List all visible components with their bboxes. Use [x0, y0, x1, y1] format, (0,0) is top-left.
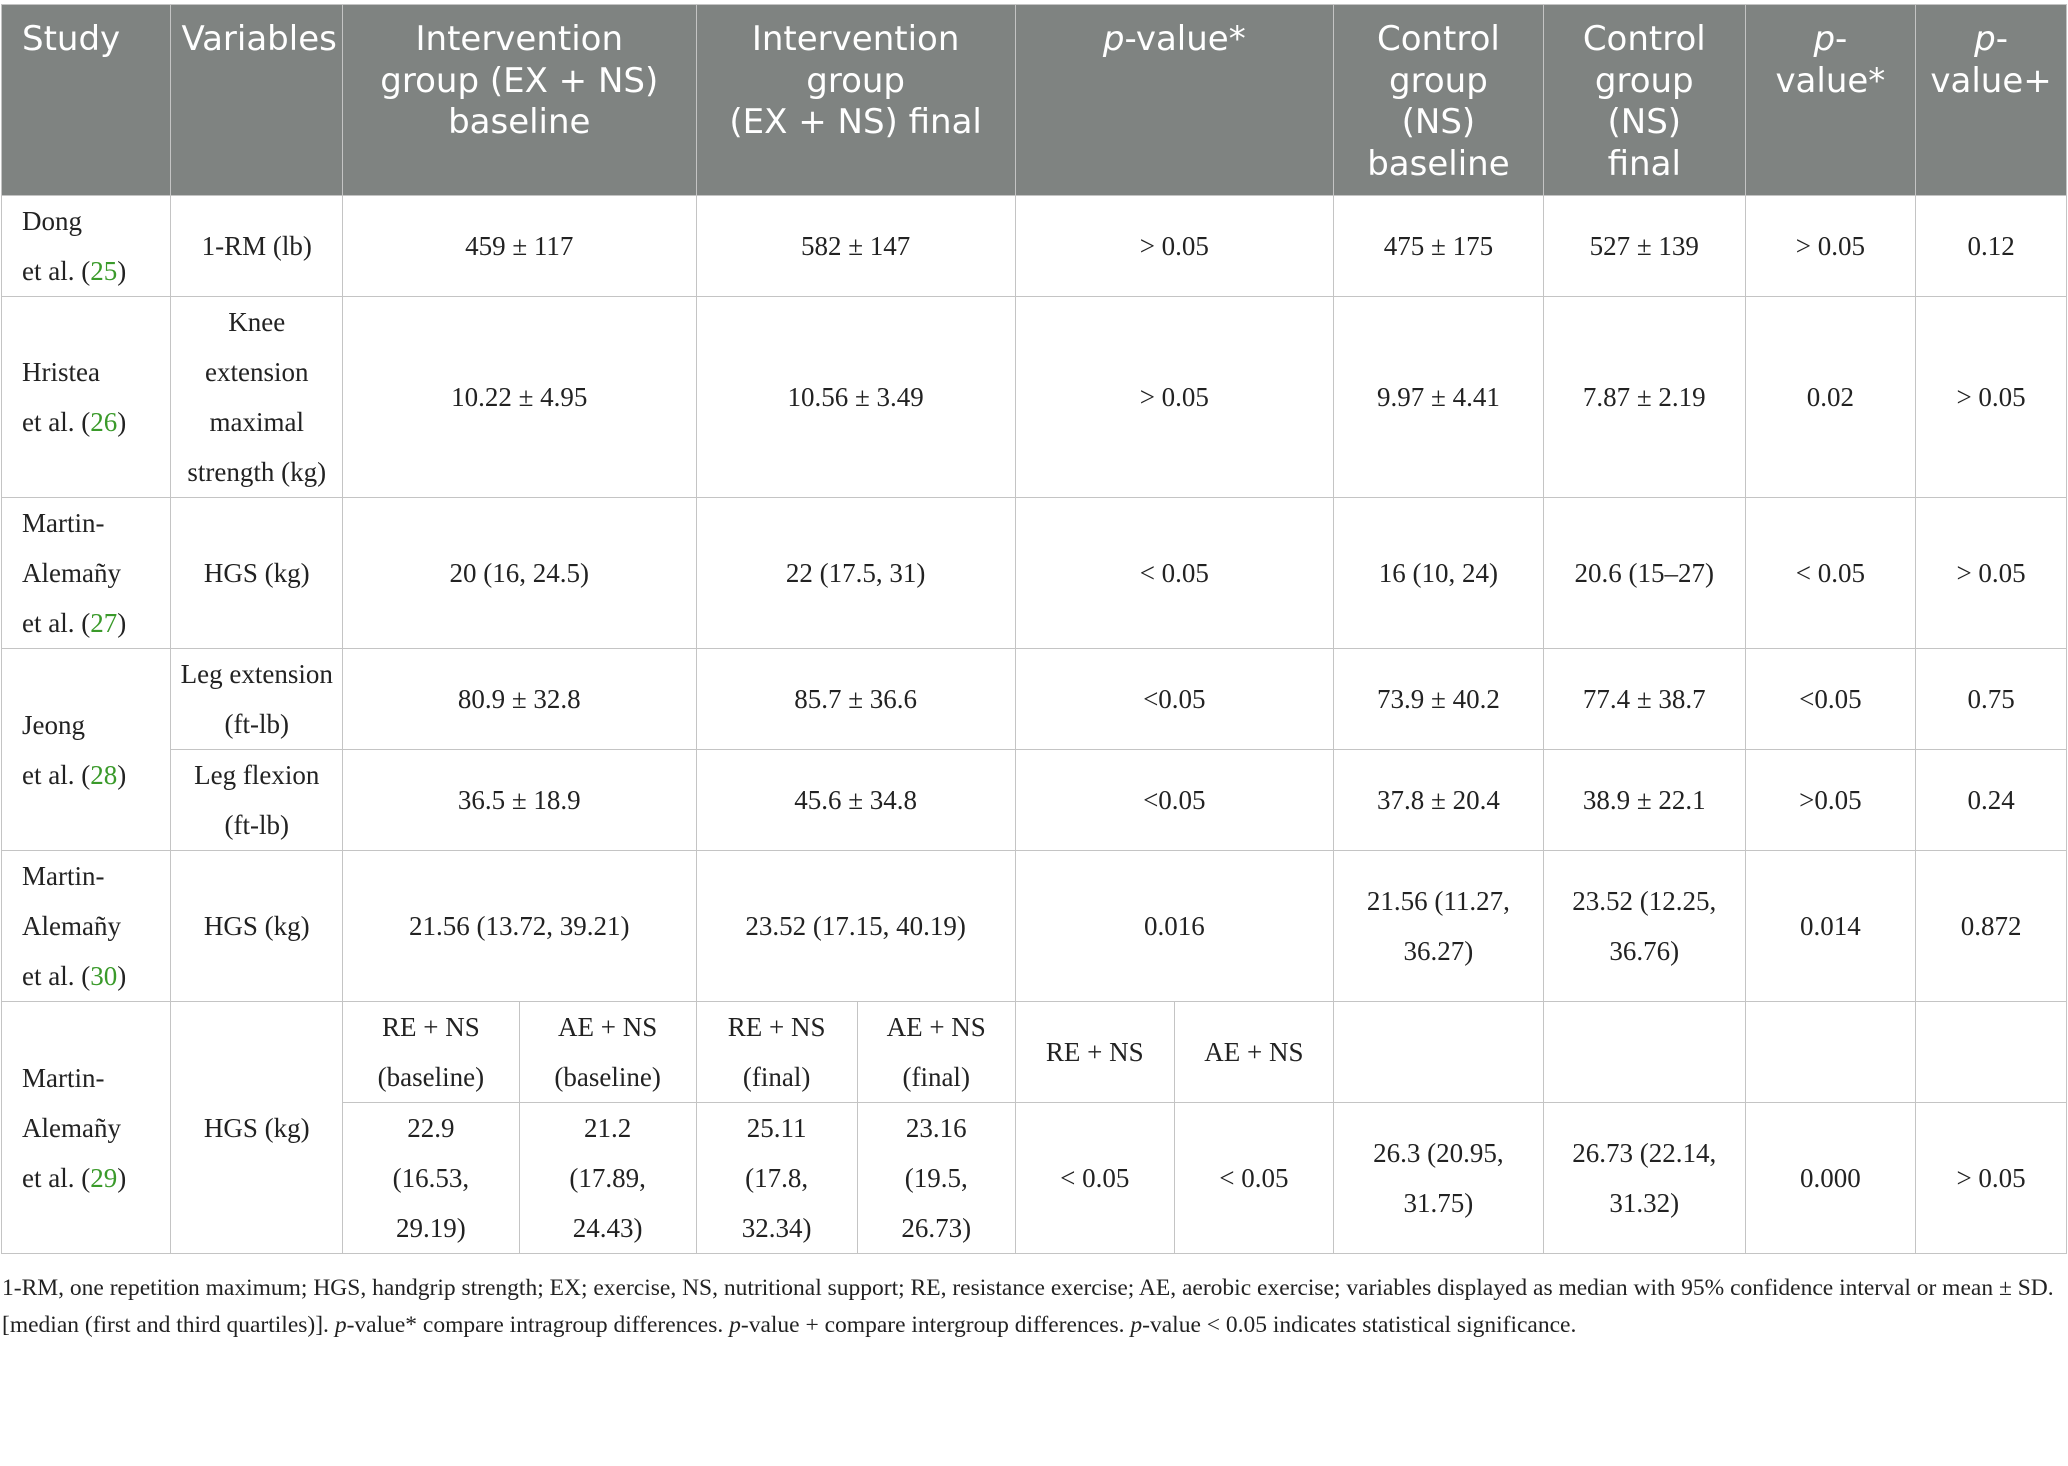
value-cell: 527 ± 139 — [1543, 196, 1745, 297]
reference-link[interactable]: 29 — [90, 1162, 118, 1193]
value-cell: 26.73 (22.14, 31.32) — [1543, 1103, 1745, 1254]
empty-cell — [1916, 1002, 2067, 1103]
header-line: (NS) — [1607, 102, 1682, 142]
value-cell: > 0.05 — [1916, 498, 2067, 649]
header-line: Intervention — [415, 19, 624, 59]
header-line: p- — [1813, 19, 1848, 59]
value-cell: 38.9 ± 22.1 — [1543, 750, 1745, 851]
value-cell: 0.872 — [1916, 851, 2067, 1002]
value-cell: 10.56 ± 3.49 — [696, 297, 1015, 498]
table-row — [2, 297, 2067, 498]
empty-cell — [1333, 1002, 1543, 1103]
p-italic: p — [1974, 19, 1996, 59]
value-cell: < 0.05 — [1015, 1103, 1174, 1254]
header-variables: Variables — [171, 5, 343, 196]
value-cell: 0.75 — [1916, 649, 2067, 750]
header-line: group — [1594, 60, 1694, 101]
study-cell: Martin- Alemañy et al. (30) — [2, 851, 171, 1002]
value-cell: <0.05 — [1015, 649, 1333, 750]
value-cell: <0.05 — [1745, 649, 1916, 750]
empty-cell — [1543, 1002, 1745, 1103]
value-cell: 10.22 ± 4.95 — [343, 297, 697, 498]
value-cell: 459 ± 117 — [343, 196, 697, 297]
header-text: -value* — [1124, 19, 1246, 59]
header-line: Control — [1582, 19, 1706, 59]
table-row — [2, 1002, 2067, 1103]
table-row — [2, 851, 2067, 1002]
value-cell: 7.87 ± 2.19 — [1543, 297, 1745, 498]
value-cell: > 0.05 — [1916, 297, 2067, 498]
value-cell: 22.9 (16.53, 29.19) — [343, 1103, 520, 1254]
table-row — [2, 196, 2067, 297]
header-int-final — [696, 5, 1015, 196]
sub-header-cell: AE + NS (baseline) — [519, 1002, 696, 1103]
value-cell: 475 ± 175 — [1333, 196, 1543, 297]
reference-link[interactable]: 27 — [90, 608, 118, 638]
value-cell: 0.12 — [1916, 196, 2067, 297]
sub-header-cell: RE + NS (final) — [696, 1002, 857, 1103]
value-cell: 80.9 ± 32.8 — [343, 649, 697, 750]
header-line: p- — [1974, 19, 2008, 59]
study-cell: Dong et al. (25) — [2, 196, 171, 297]
value-cell: 0.000 — [1745, 1103, 1916, 1254]
sub-header-cell: RE + NS (baseline) — [343, 1002, 520, 1103]
value-cell: 21.2 (17.89, 24.43) — [519, 1103, 696, 1254]
value-cell: 25.11 (17.8, 32.34) — [696, 1103, 857, 1254]
value-cell: 37.8 ± 20.4 — [1333, 750, 1543, 851]
table-row — [2, 649, 2067, 750]
value-cell: 85.7 ± 36.6 — [696, 649, 1015, 750]
header-line: final — [1607, 143, 1681, 184]
study-cell: Martin- Alemañy et al. (29) — [2, 1002, 171, 1254]
header-line: group — [806, 60, 905, 101]
value-cell: 23.52 (12.25, 36.76) — [1543, 851, 1745, 1002]
results-table — [1, 4, 2067, 1254]
value-cell: >0.05 — [1745, 750, 1916, 851]
value-cell: > 0.05 — [1745, 196, 1916, 297]
header-line: baseline — [1367, 143, 1510, 184]
value-cell: <0.05 — [1015, 750, 1333, 851]
header-line: (EX + NS) final — [729, 102, 982, 142]
value-cell: 0.02 — [1745, 297, 1916, 498]
reference-link[interactable]: 28 — [90, 759, 118, 790]
value-cell: < 0.05 — [1174, 1103, 1333, 1254]
variable-cell: HGS (kg) — [171, 1002, 343, 1254]
study-cell: Martin- Alemañy et al. (27) — [2, 498, 171, 649]
value-cell: > 0.05 — [1015, 297, 1333, 498]
header-line: (NS) — [1401, 102, 1476, 142]
value-cell: 21.56 (11.27, 36.27) — [1333, 851, 1543, 1002]
empty-cell — [1745, 1002, 1916, 1103]
value-cell: 16 (10, 24) — [1333, 498, 1543, 649]
header-row — [2, 5, 2067, 196]
value-cell: > 0.05 — [1916, 1103, 2067, 1254]
variable-cell: Knee extension maximal strength (kg) — [171, 297, 343, 498]
value-cell: 23.52 (17.15, 40.19) — [696, 851, 1015, 1002]
value-cell: 45.6 ± 34.8 — [696, 750, 1015, 851]
header-line: group — [1389, 60, 1488, 101]
value-cell: 36.5 ± 18.9 — [343, 750, 697, 851]
value-cell: 77.4 ± 38.7 — [1543, 649, 1745, 750]
value-cell: 21.56 (13.72, 39.21) — [343, 851, 697, 1002]
value-cell: 0.014 — [1745, 851, 1916, 1002]
value-cell: < 0.05 — [1745, 498, 1916, 649]
value-cell: > 0.05 — [1015, 196, 1333, 297]
reference-link[interactable]: 30 — [90, 961, 118, 991]
study-cell: Hristea et al. (26) — [2, 297, 171, 498]
header-line: value* — [1775, 60, 1886, 101]
value-cell: 20.6 (15–27) — [1543, 498, 1745, 649]
header-p-intergroup — [1916, 5, 2067, 196]
table-row — [2, 498, 2067, 649]
header-ctrl-baseline — [1333, 5, 1543, 196]
variable-cell: HGS (kg) — [171, 498, 343, 649]
reference-link[interactable]: 26 — [90, 407, 118, 437]
header-ctrl-final — [1543, 5, 1745, 196]
value-cell: 582 ± 147 — [696, 196, 1015, 297]
header-line: value+ — [1930, 60, 2052, 101]
sub-header-cell: AE + NS — [1174, 1002, 1333, 1103]
header-line: group (EX + NS) — [380, 60, 659, 101]
value-cell: 26.3 (20.95, 31.75) — [1333, 1103, 1543, 1254]
header-study: Study — [2, 5, 171, 196]
header-int-baseline — [343, 5, 697, 196]
sub-header-cell: RE + NS — [1015, 1002, 1174, 1103]
value-cell: 22 (17.5, 31) — [696, 498, 1015, 649]
table-footnote: 1-RM, one repetition maximum; HGS, handgrip strength; EX; exercise, NS, nutritional support; RE, resistance exercise; AE, aerobic exercise; variables displayed as median with 95% confidence interval or mean ± SD. [median (first and third quartiles)]. p-value* compare intragroup differences. p-value + compare intergroup differences. p-value < 0.05 indicates statistical significance. — [2, 1275, 2054, 1338]
sub-header-cell: AE + NS (final) — [857, 1002, 1015, 1103]
table-row — [2, 750, 2067, 851]
variable-cell: HGS (kg) — [171, 851, 343, 1002]
variable-cell: Leg flexion (ft-lb) — [171, 750, 343, 851]
value-cell: 20 (16, 24.5) — [343, 498, 697, 649]
header-line: Control — [1376, 19, 1500, 59]
value-cell: < 0.05 — [1015, 498, 1333, 649]
variable-cell: Leg extension (ft-lb) — [171, 649, 343, 750]
header-p-intervention — [1015, 5, 1333, 196]
variable-cell: 1-RM (lb) — [171, 196, 343, 297]
value-cell: 23.16 (19.5, 26.73) — [857, 1103, 1015, 1254]
header-p-control — [1745, 5, 1916, 196]
header-line: Intervention — [751, 19, 960, 59]
header-line: baseline — [448, 102, 591, 142]
study-cell: Jeong et al. (28) — [2, 649, 171, 851]
value-cell: 0.016 — [1015, 851, 1333, 1002]
p-italic: p — [1102, 19, 1125, 59]
value-cell: 73.9 ± 40.2 — [1333, 649, 1543, 750]
value-cell: 9.97 ± 4.41 — [1333, 297, 1543, 498]
table-container — [1, 4, 2067, 1344]
value-cell: 0.24 — [1916, 750, 2067, 851]
reference-link[interactable]: 25 — [90, 256, 118, 286]
p-italic: p — [1813, 19, 1836, 59]
